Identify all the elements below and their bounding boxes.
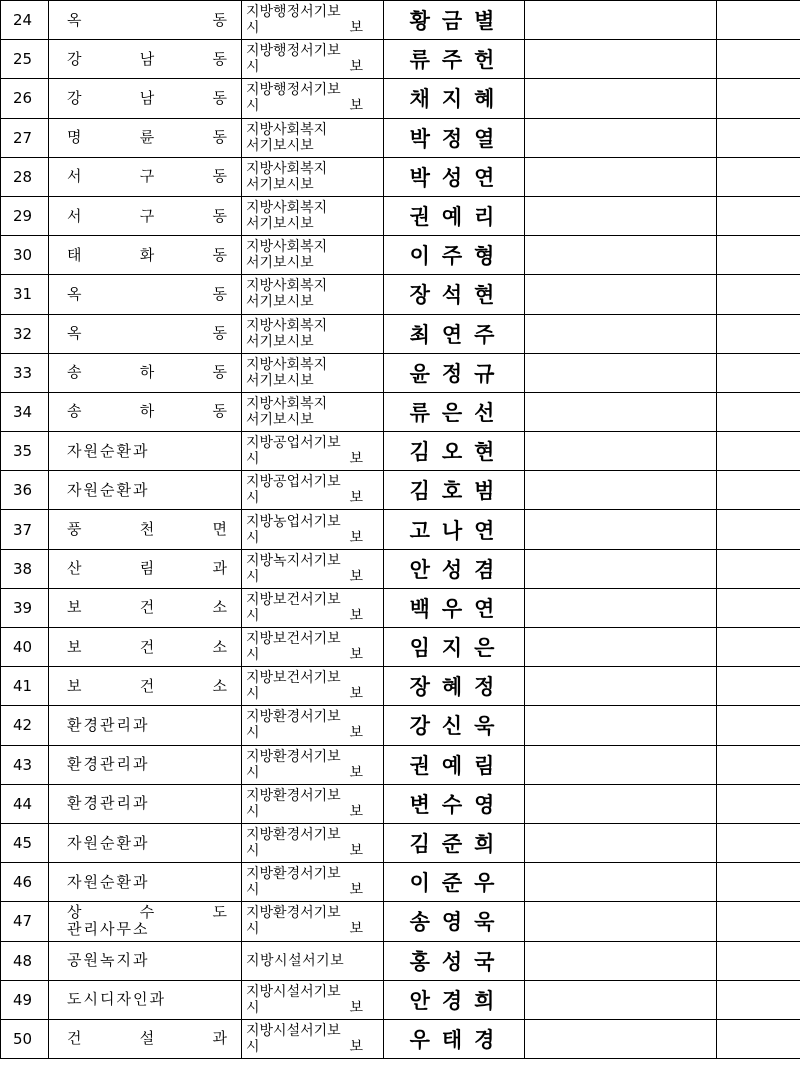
table-row — [1, 236, 800, 275]
table-row — [1, 314, 800, 353]
person-name: 임지은 — [384, 628, 525, 667]
person-name: 안성겸 — [384, 549, 525, 588]
department-cell — [49, 823, 242, 862]
table-row — [1, 275, 800, 314]
rank-cell — [242, 1, 384, 40]
blank-cell — [717, 432, 800, 471]
blank-cell — [525, 784, 717, 823]
rank-cell — [242, 314, 384, 353]
row-number: 25 — [1, 40, 49, 79]
blank-cell — [525, 275, 717, 314]
blank-cell — [717, 784, 800, 823]
blank-cell — [525, 314, 717, 353]
department-text: 공원녹지과 — [67, 951, 150, 970]
person-name: 박정열 — [384, 118, 525, 157]
rank-cell — [242, 196, 384, 235]
person-name: 백우연 — [384, 588, 525, 627]
rank-text: 시 보 — [246, 803, 363, 820]
rank-cell — [242, 1019, 384, 1058]
rank-text: 시 보 — [246, 607, 363, 624]
person-name: 고나연 — [384, 510, 525, 549]
rank-cell — [242, 745, 384, 784]
rank-cell — [242, 275, 384, 314]
department-text: 보 건 소 — [67, 598, 229, 617]
department-cell — [49, 980, 242, 1019]
row-number: 41 — [1, 667, 49, 706]
department-text: 상 수 도 — [67, 903, 229, 922]
rank-text: 서기보시보 — [246, 137, 314, 154]
row-number: 24 — [1, 1, 49, 40]
rank-cell — [242, 471, 384, 510]
department-text: 환경관리과 — [67, 715, 150, 734]
table-row — [1, 549, 800, 588]
blank-cell — [525, 392, 717, 431]
department-cell — [49, 236, 242, 275]
blank-cell — [525, 745, 717, 784]
blank-cell — [525, 706, 717, 745]
rank-cell — [242, 667, 384, 706]
row-number: 40 — [1, 628, 49, 667]
rank-text: 서기보시보 — [246, 216, 314, 233]
department-cell — [49, 941, 242, 980]
department-text: 자원순환과 — [67, 480, 150, 499]
department-text: 산 림 과 — [67, 559, 229, 578]
rank-text: 지방사회복지 — [246, 317, 328, 334]
rank-cell — [242, 392, 384, 431]
rank-text: 시 보 — [246, 647, 363, 664]
blank-cell — [525, 667, 717, 706]
person-name: 박성연 — [384, 157, 525, 196]
department-cell — [49, 628, 242, 667]
department-cell — [49, 1, 242, 40]
rank-cell — [242, 902, 384, 941]
department-cell — [49, 784, 242, 823]
department-cell — [49, 902, 242, 941]
department-text: 강 남 동 — [67, 49, 229, 68]
rank-text: 지방보건서기보 — [246, 631, 341, 648]
rank-text: 지방환경서기보 — [246, 827, 341, 844]
rank-text: 시 보 — [246, 999, 363, 1016]
blank-cell — [717, 823, 800, 862]
blank-cell — [717, 392, 800, 431]
blank-cell — [717, 549, 800, 588]
person-name: 채지혜 — [384, 79, 525, 118]
row-number: 31 — [1, 275, 49, 314]
rank-text: 시 보 — [246, 98, 363, 115]
row-number: 35 — [1, 432, 49, 471]
blank-cell — [525, 823, 717, 862]
rank-text: 지방환경서기보 — [246, 787, 341, 804]
row-number: 42 — [1, 706, 49, 745]
person-name: 황금별 — [384, 1, 525, 40]
rank-text: 지방시설서기보 — [246, 1022, 341, 1039]
blank-cell — [717, 510, 800, 549]
table-row — [1, 823, 800, 862]
person-name: 권예림 — [384, 745, 525, 784]
person-name: 이준우 — [384, 863, 525, 902]
rank-cell — [242, 941, 384, 980]
blank-cell — [525, 549, 717, 588]
blank-cell — [525, 588, 717, 627]
rank-cell — [242, 628, 384, 667]
blank-cell — [717, 79, 800, 118]
department-cell — [49, 40, 242, 79]
rank-text: 시 보 — [246, 568, 363, 585]
rank-text: 지방녹지서기보 — [246, 552, 341, 569]
rank-text: 시 보 — [246, 490, 363, 507]
table-row — [1, 157, 800, 196]
rank-text: 지방공업서기보 — [246, 435, 341, 452]
row-number: 32 — [1, 314, 49, 353]
table-row — [1, 745, 800, 784]
row-number: 45 — [1, 823, 49, 862]
blank-cell — [525, 353, 717, 392]
department-text: 옥 동 — [67, 284, 229, 303]
blank-cell — [525, 863, 717, 902]
department-cell — [49, 79, 242, 118]
row-number: 38 — [1, 549, 49, 588]
department-cell — [49, 588, 242, 627]
blank-cell — [717, 588, 800, 627]
rank-text: 지방사회복지 — [246, 160, 328, 177]
blank-cell — [717, 236, 800, 275]
row-number: 36 — [1, 471, 49, 510]
department-cell — [49, 549, 242, 588]
department-text: 환경관리과 — [67, 794, 150, 813]
department-cell — [49, 510, 242, 549]
person-name: 송영욱 — [384, 902, 525, 941]
person-name: 변수영 — [384, 784, 525, 823]
table-row — [1, 471, 800, 510]
rank-text: 시 보 — [246, 529, 363, 546]
department-text: 옥 동 — [67, 324, 229, 343]
rank-cell — [242, 706, 384, 745]
person-name: 권예리 — [384, 196, 525, 235]
department-cell — [49, 745, 242, 784]
row-number: 44 — [1, 784, 49, 823]
table-row — [1, 902, 800, 941]
rank-text: 시 보 — [246, 451, 363, 468]
rank-text: 지방시설서기보 — [246, 952, 345, 969]
department-text: 서 구 동 — [67, 167, 229, 186]
rank-text: 지방사회복지 — [246, 356, 328, 373]
blank-cell — [525, 196, 717, 235]
row-number: 37 — [1, 510, 49, 549]
rank-text: 지방행정서기보 — [246, 43, 341, 60]
department-cell — [49, 392, 242, 431]
department-text: 자원순환과 — [67, 833, 150, 852]
rank-text: 지방사회복지 — [246, 395, 328, 412]
row-number: 43 — [1, 745, 49, 784]
table-row — [1, 667, 800, 706]
department-cell — [49, 314, 242, 353]
table-row — [1, 40, 800, 79]
department-text: 송 하 동 — [67, 402, 229, 421]
person-name: 류주헌 — [384, 40, 525, 79]
rank-text: 지방공업서기보 — [246, 474, 341, 491]
row-number: 39 — [1, 588, 49, 627]
rank-cell — [242, 40, 384, 79]
rank-cell — [242, 79, 384, 118]
blank-cell — [525, 1019, 717, 1058]
table-body — [1, 1, 800, 1059]
rank-text: 시 보 — [246, 686, 363, 703]
department-text: 자원순환과 — [67, 872, 150, 891]
department-cell — [49, 471, 242, 510]
rank-text: 지방시설서기보 — [246, 983, 341, 1000]
blank-cell — [525, 236, 717, 275]
rank-cell — [242, 863, 384, 902]
rank-text: 서기보시보 — [246, 176, 314, 193]
rank-text: 시 보 — [246, 764, 363, 781]
department-cell — [49, 1019, 242, 1058]
person-name: 윤정규 — [384, 353, 525, 392]
department-text: 명 륜 동 — [67, 128, 229, 147]
rank-text: 지방보건서기보 — [246, 670, 341, 687]
department-cell — [49, 863, 242, 902]
rank-text: 서기보시보 — [246, 294, 314, 311]
table-row — [1, 863, 800, 902]
table-row — [1, 941, 800, 980]
person-name: 우태경 — [384, 1019, 525, 1058]
table-row — [1, 353, 800, 392]
person-name: 장혜정 — [384, 667, 525, 706]
person-name: 김준희 — [384, 823, 525, 862]
department-cell — [49, 667, 242, 706]
rank-text: 지방행정서기보 — [246, 82, 341, 99]
rank-cell — [242, 549, 384, 588]
blank-cell — [525, 941, 717, 980]
blank-cell — [717, 1019, 800, 1058]
rank-text: 지방환경서기보 — [246, 748, 341, 765]
department-text: 도시디자인과 — [67, 990, 166, 1009]
department-cell — [49, 157, 242, 196]
row-number: 28 — [1, 157, 49, 196]
rank-text: 서기보시보 — [246, 255, 314, 272]
rank-text: 시 보 — [246, 20, 363, 37]
table-row — [1, 196, 800, 235]
row-number: 29 — [1, 196, 49, 235]
blank-cell — [525, 432, 717, 471]
person-name: 김호범 — [384, 471, 525, 510]
department-text: 풍 천 면 — [67, 520, 229, 539]
blank-cell — [525, 510, 717, 549]
table-row — [1, 784, 800, 823]
rank-text: 시 보 — [246, 921, 363, 938]
row-number: 46 — [1, 863, 49, 902]
table-row — [1, 706, 800, 745]
blank-cell — [717, 1, 800, 40]
department-cell — [49, 432, 242, 471]
blank-cell — [525, 79, 717, 118]
department-text: 보 건 소 — [67, 676, 229, 695]
rank-text: 지방사회복지 — [246, 278, 328, 295]
blank-cell — [525, 118, 717, 157]
rank-cell — [242, 236, 384, 275]
rank-cell — [242, 353, 384, 392]
row-number: 33 — [1, 353, 49, 392]
department-cell — [49, 118, 242, 157]
blank-cell — [717, 275, 800, 314]
blank-cell — [717, 667, 800, 706]
blank-cell — [717, 902, 800, 941]
blank-cell — [525, 157, 717, 196]
blank-cell — [525, 40, 717, 79]
table-row — [1, 628, 800, 667]
department-cell — [49, 196, 242, 235]
table-row — [1, 1019, 800, 1058]
blank-cell — [525, 1, 717, 40]
department-text: 보 건 소 — [67, 637, 229, 656]
rank-text: 지방환경서기보 — [246, 866, 341, 883]
rank-text: 시 보 — [246, 59, 363, 76]
blank-cell — [525, 902, 717, 941]
department-text: 관리사무소 — [67, 920, 150, 939]
blank-cell — [717, 353, 800, 392]
table-row — [1, 392, 800, 431]
person-name: 강신욱 — [384, 706, 525, 745]
row-number: 48 — [1, 941, 49, 980]
rank-text: 시 보 — [246, 882, 363, 899]
department-text: 자원순환과 — [67, 441, 150, 460]
blank-cell — [717, 863, 800, 902]
rank-cell — [242, 510, 384, 549]
department-text: 강 남 동 — [67, 88, 229, 107]
row-number: 30 — [1, 236, 49, 275]
rank-cell — [242, 432, 384, 471]
row-number: 27 — [1, 118, 49, 157]
department-cell — [49, 275, 242, 314]
blank-cell — [525, 628, 717, 667]
blank-cell — [717, 118, 800, 157]
blank-cell — [717, 314, 800, 353]
person-name: 이주형 — [384, 236, 525, 275]
rank-text: 지방행정서기보 — [246, 4, 341, 21]
rank-cell — [242, 980, 384, 1019]
rank-text: 서기보시보 — [246, 372, 314, 389]
table-row — [1, 432, 800, 471]
department-text: 서 구 동 — [67, 206, 229, 225]
rank-cell — [242, 118, 384, 157]
rank-text: 서기보시보 — [246, 411, 314, 428]
rank-text: 시 보 — [246, 725, 363, 742]
person-name: 최연주 — [384, 314, 525, 353]
rank-cell — [242, 588, 384, 627]
rank-text: 지방환경서기보 — [246, 905, 341, 922]
blank-cell — [717, 745, 800, 784]
person-name: 장석현 — [384, 275, 525, 314]
person-name: 류은선 — [384, 392, 525, 431]
department-cell — [49, 353, 242, 392]
row-number: 49 — [1, 980, 49, 1019]
rank-cell — [242, 157, 384, 196]
blank-cell — [525, 471, 717, 510]
table-row — [1, 980, 800, 1019]
department-text: 건 설 과 — [67, 1029, 229, 1048]
rank-text: 지방사회복지 — [246, 200, 328, 217]
rank-cell — [242, 823, 384, 862]
rank-text: 시 보 — [246, 1038, 363, 1055]
department-text: 송 하 동 — [67, 363, 229, 382]
rank-text: 지방농업서기보 — [246, 513, 341, 530]
rank-text: 시 보 — [246, 843, 363, 860]
table-row — [1, 588, 800, 627]
table-row — [1, 118, 800, 157]
blank-cell — [717, 196, 800, 235]
blank-cell — [525, 980, 717, 1019]
rank-text: 지방환경서기보 — [246, 709, 341, 726]
person-name: 안경희 — [384, 980, 525, 1019]
rank-text: 서기보시보 — [246, 333, 314, 350]
rank-cell — [242, 784, 384, 823]
table-row — [1, 1, 800, 40]
row-number: 26 — [1, 79, 49, 118]
person-name: 김오현 — [384, 432, 525, 471]
rank-text: 지방사회복지 — [246, 121, 328, 138]
department-text: 환경관리과 — [67, 755, 150, 774]
blank-cell — [717, 628, 800, 667]
blank-cell — [717, 706, 800, 745]
department-text: 옥 동 — [67, 10, 229, 29]
rank-text: 지방보건서기보 — [246, 591, 341, 608]
department-cell — [49, 706, 242, 745]
person-name: 홍성국 — [384, 941, 525, 980]
blank-cell — [717, 157, 800, 196]
row-number: 47 — [1, 902, 49, 941]
blank-cell — [717, 40, 800, 79]
blank-cell — [717, 471, 800, 510]
blank-cell — [717, 941, 800, 980]
row-number: 50 — [1, 1019, 49, 1058]
table-row — [1, 79, 800, 118]
row-number: 34 — [1, 392, 49, 431]
blank-cell — [717, 980, 800, 1019]
rank-text: 지방사회복지 — [246, 239, 328, 256]
table-row — [1, 510, 800, 549]
department-text: 태 화 동 — [67, 245, 229, 264]
